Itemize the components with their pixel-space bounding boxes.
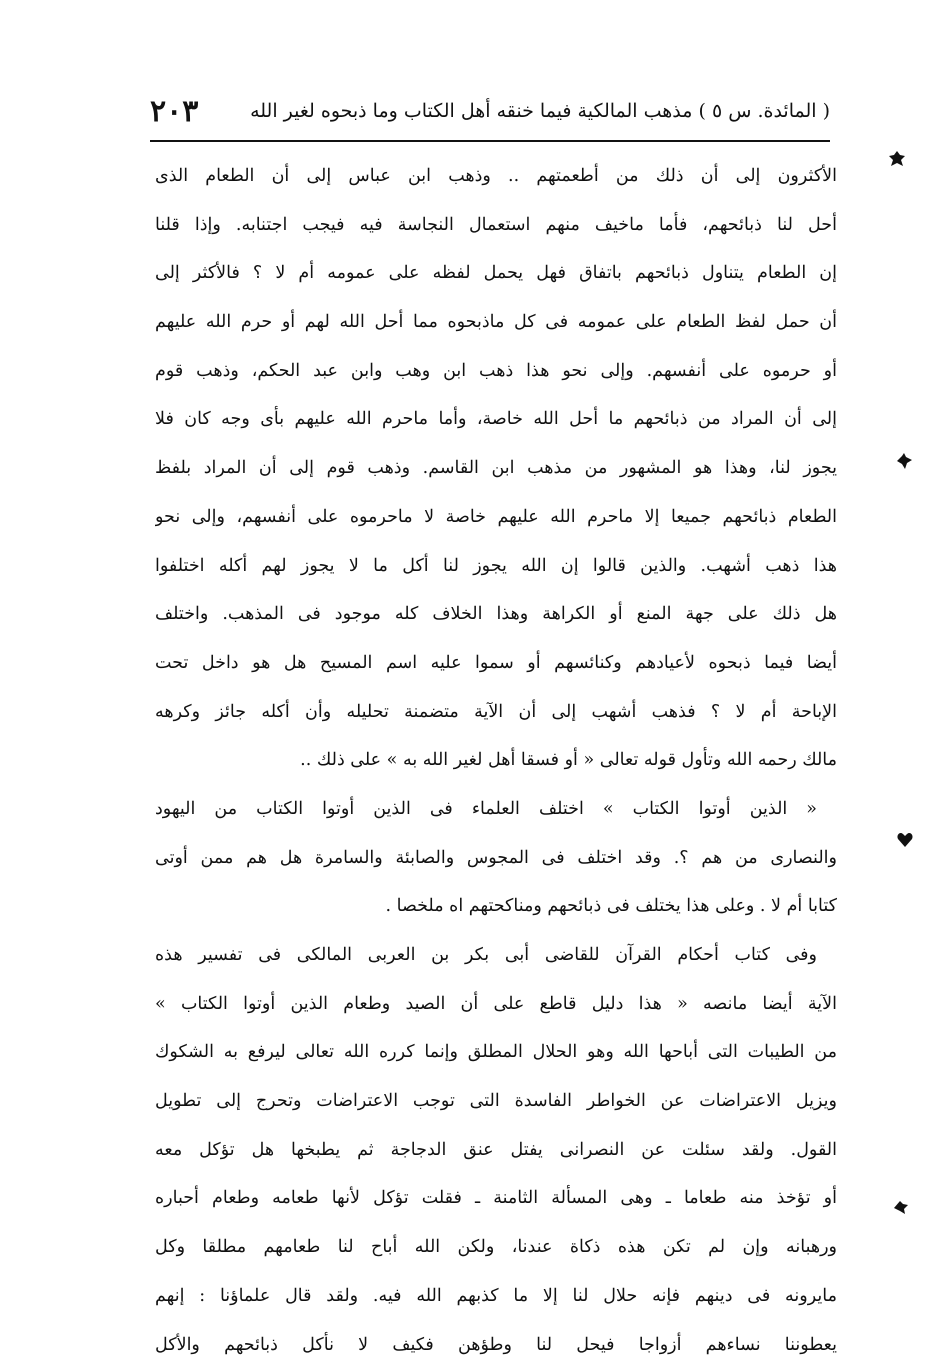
body-text — [155, 152, 837, 1369]
text-line: القول. ولقد سئلت عن النصرانى يفتل عنق الدجاجة ثم يطبخها هل تؤكل معه — [155, 1126, 837, 1175]
text-line: كتابا أم لا . وعلى هذا يختلف فى ذبائحهم ومناكحتهم اه ملخصا . — [155, 882, 837, 931]
text-line: مايرونه فى دينهم فإنه حلال لنا إلا ما كذبهم الله فيه. ولقد قال علماؤنا : إنهم — [155, 1272, 837, 1321]
text-line: أن حمل لفظ الطعام على عمومه فى كل ماذبحوه مما أحل الله لهم أو حرم الله عليهم — [155, 298, 837, 347]
text-line: من الطيبات التى أباحها الله وهو الحلال المطلق وإنما كرره الله تعالى ليرفع به الشكوك — [155, 1028, 837, 1077]
text-line: هل ذلك على جهة المنع أو الكراهة وهذا الخلاف كله موجود فى المذهب. واختلف — [155, 590, 837, 639]
text-line: ورهبانه وإن لم تكن هذه ذكاة عندنا، ولكن الله أباح لنا طعامهم مطلقا وكل — [155, 1223, 837, 1272]
ink-blot-icon — [892, 1198, 910, 1216]
text-line: الإباحة أم لا ؟ فذهب أشهب إلى أن الآية متضمنة تحليله وأن أكله جائز وكرهه — [155, 688, 837, 737]
ink-blot-icon — [895, 452, 913, 470]
header-rule — [150, 140, 830, 142]
text-line: الأكثرون إلى أن ذلك من أطعمتهم .. وذهب ابن عباس إلى أن الطعام الذى — [155, 152, 837, 201]
text-line: إلى أن المراد من ذبائحهم ما أحل الله خاصة، وأما ماحرم الله عليهم بأى وجه كان فلا — [155, 395, 837, 444]
text-line: أيضا فيما ذبحوه لأعيادهم وكنائسهم أو سموا عليه اسم المسيح هل هو داخل تحت — [155, 639, 837, 688]
text-line: يعطوننا نساءهم أزواجا فيحل لنا وطؤهن فكيف لا نأكل ذبائحهم والأكل — [155, 1321, 837, 1369]
text-line: هذا ذهب أشهب. والذين قالوا إن الله يجوز لنا أكل ما لا يجوز لهم أكله اختلفوا — [155, 542, 837, 591]
text-line: أو تؤخذ منه طعاما ـ وهى المسألة الثامنة ـ فقلت تؤكل لأنها طعامه وطعام أحباره — [155, 1174, 837, 1223]
text-line: أحل لنا ذبائحهم، فأما ماخيف منهم استعمال النجاسة فيه فيجب اجتنابه. وإذا قلنا — [155, 201, 837, 250]
text-line: مالك رحمه الله وتأول قوله تعالى « أو فسقا أهل لغير الله به » على ذلك .. — [155, 736, 837, 785]
text-line: ويزيل الاعتراضات عن الخواطر الفاسدة التى توجب الاعتراضات وتحرج إلى تطويل — [155, 1077, 837, 1126]
text-line: « الذين أوتوا الكتاب » اختلف العلماء فى الذين أوتوا الكتاب من اليهود — [155, 785, 837, 834]
page-number: ٢٠٣ — [150, 94, 198, 129]
text-line: الطعام ذبائحهم جميعا إلا ماحرم الله عليهم خاصة لا ماحرموه على أنفسهم، وإلى نحو — [155, 493, 837, 542]
running-header — [150, 92, 830, 130]
header-title: ( المائدة. س ٥ ) مذهب المالكية فيما خنقه أهل الكتاب وما ذبحوه لغير الله — [250, 100, 830, 122]
ink-blot-icon — [896, 830, 914, 848]
text-line: يجوز لنا، وهذا هو المشهور من مذهب ابن القاسم. وذهب قوم إلى أن المراد بلفظ — [155, 444, 837, 493]
text-line: إن الطعام يتناول ذبائحهم باتفاق فهل يحمل لفظه على عمومه أم لا ؟ فالأكثر إلى — [155, 249, 837, 298]
text-line: أو حرموه على أنفسهم. وإلى نحو هذا ذهب ابن وهب وابن عبد الحكم، وذهب قوم — [155, 347, 837, 396]
text-line: والنصارى من هم ؟. وقد اختلف فى المجوس والصابئة والسامرة هل هم ممن أوتى — [155, 834, 837, 883]
text-line: الآية أيضا مانصه « هذا دليل قاطع على أن الصيد وطعام الذين أوتوا الكتاب » — [155, 980, 837, 1029]
ink-blot-icon — [888, 150, 906, 168]
text-line: وفى كتاب أحكام القرآن للقاضى أبى بكر بن العربى المالكى فى تفسير هذه — [155, 931, 837, 980]
